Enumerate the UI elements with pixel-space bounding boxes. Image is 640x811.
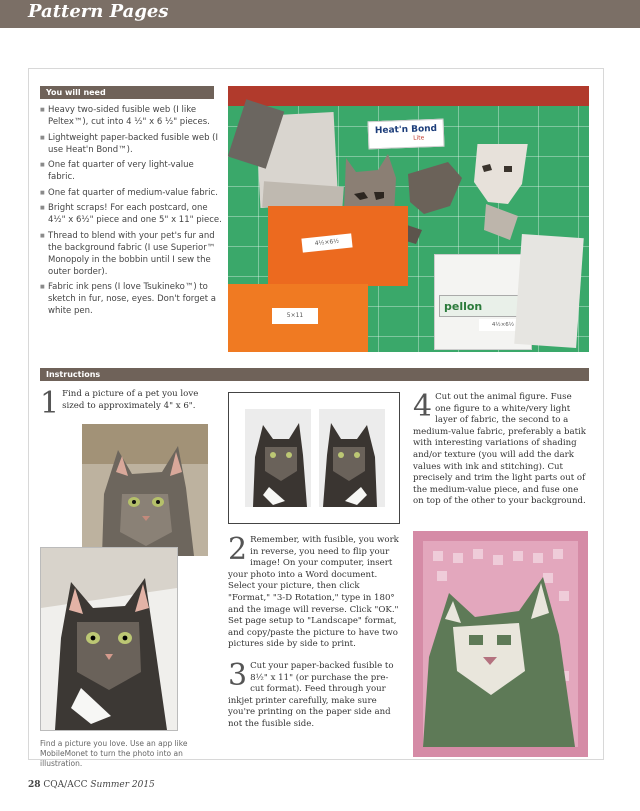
step-3-number: 3 — [228, 658, 248, 693]
step-4-number: 4 — [413, 389, 433, 424]
page-number: 28 — [28, 780, 41, 790]
quilt-postcard-photo — [413, 531, 588, 757]
pet-illustration — [40, 547, 178, 731]
list-item: ■ Lightweight paper-backed fusible web (I use Heat'n Bond™). — [40, 132, 222, 156]
supplies-list — [40, 104, 222, 321]
photo-caption: Find a picture you love. Use an app like MobileMonet to turn the photo into an illustration. — [40, 739, 188, 768]
supplies-photo — [228, 86, 589, 352]
list-item: ■ Bright scraps! For each postcard, one 4½" x 6½" piece and one 5" x 11" piece. — [40, 202, 222, 226]
step-2 — [228, 532, 400, 651]
heat-n-bond-label: Heat'n Bond Lite — [368, 119, 445, 150]
list-item: ■ One fat quarter of medium-value fabric. — [40, 187, 222, 199]
step-3-text: Cut your paper-backed fusible to 8½" x 11" (or purchase the pre-cut format). Feed through your inkjet printer carefully, make sure you're printing on the paper side and not the fusible side. — [228, 661, 394, 729]
mirrored-cat-images — [245, 409, 385, 507]
you-will-need-heading: You will need — [40, 86, 214, 99]
mirrored-print — [228, 392, 400, 524]
orange-fabric-2: 5×11 — [228, 284, 368, 352]
list-item: ■ One fat quarter of very light-value fabric. — [40, 159, 222, 183]
step-4-text: Cut out the animal figure. Fuse one figure to a white/very light layer of fabric, the second to a medium-value fabric, preferably a batik with interesting variations of shading and/or texture (you will add the dark values with ink and stitching). Cut precisely and trim the light parts out of the medium-value piece, and fuse one on top of the other to your background. — [413, 392, 587, 507]
issue-date: Summer 2015 — [90, 780, 155, 790]
step-1-text: Find a picture of a pet you love sized to approximately 4" x 6". — [62, 389, 199, 411]
step-4 — [413, 389, 589, 508]
step-2-number: 2 — [228, 532, 248, 567]
magazine-name: CQA/ACC — [43, 780, 88, 790]
step-3 — [228, 658, 400, 731]
instructions-heading: Instructions — [40, 368, 589, 381]
step-1 — [40, 386, 216, 421]
list-item: ■ Thread to blend with your pet's fur and the background fabric (I use Superior™ Monopoly in the bobbin until I sew the outer border). — [40, 230, 222, 278]
list-item: ■ Fabric ink pens (I love Tsukineko™) to sketch in fur, nose, eyes. Don't forget a white pen. — [40, 281, 222, 317]
orange-fabric: 4½×6½ — [268, 206, 408, 286]
step-1-number: 1 — [40, 386, 60, 421]
step-2-text: Remember, with fusible, you work in reverse, you need to flip your image! On your computer, insert your photo into a Word document. Select your picture, then click "Format," "3-D Rotation," type in 180° and the image will reverse. Click "OK." Set page setup to "Landscape" format, and copy/paste the picture to have two pictures side by side to print. — [228, 535, 399, 650]
list-item: ■ Heavy two-sided fusible web (I like Peltex™), cut into 4 ½" x 6 ½" pieces. — [40, 104, 222, 128]
pellon-package: pellon 4½×6½ — [434, 254, 532, 350]
page-footer — [28, 780, 328, 790]
pet-photo — [82, 424, 208, 556]
page-title: Pattern Pages — [28, 1, 169, 22]
